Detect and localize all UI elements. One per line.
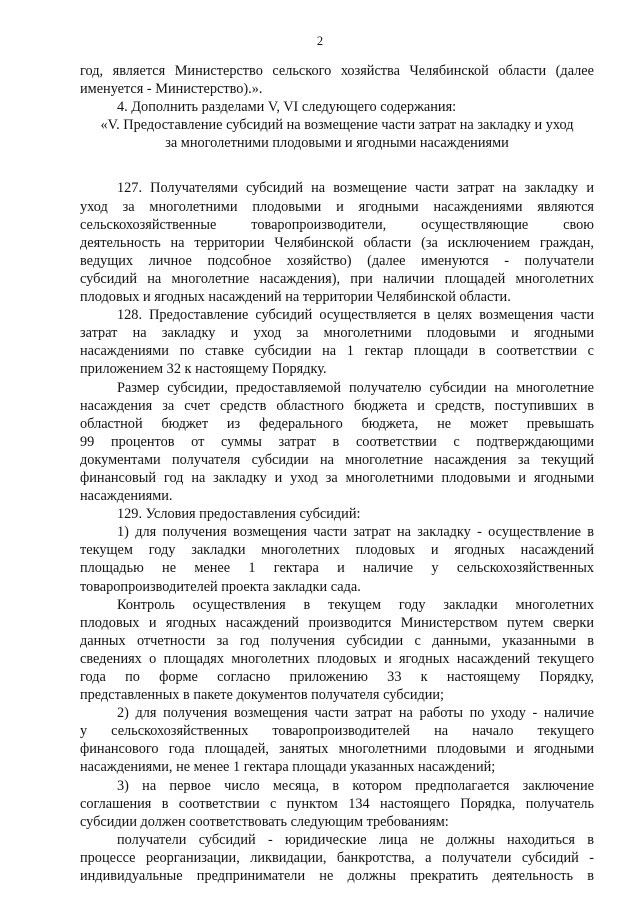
text-line: насаждениями.: [80, 488, 173, 505]
text-line: приложением 32 к настоящему Порядку.: [80, 361, 327, 378]
text-line: насаждениями по ставке субсидии на 1 гектар площади в соответствии с: [80, 343, 594, 360]
section-heading-line: «V. Предоставление субсидий на возмещение части затрат на закладку и уход: [100, 117, 574, 134]
text-line: соглашения в соответствии с пунктом 134 настоящего Порядка, получатель: [80, 795, 594, 812]
text-line: 3) на первое число месяца, в котором предполагается заключение: [117, 777, 594, 794]
text-line: субсидии должен соответствовать следующим требованиям:: [80, 813, 449, 830]
text-line: данных отчетности за год получения субсидии с данными, указанными в: [80, 632, 594, 649]
text-line: получатели субсидий - юридические лица не должны находиться в: [117, 831, 594, 848]
text-line: индивидуальные предприниматели не должны прекратить деятельность в: [80, 868, 594, 885]
text-line: сведениях о площадях многолетних плодовых и ягодных насаждений текущего: [80, 650, 594, 667]
text-line: у сельскохозяйственных товаропроизводителей на начало текущего: [80, 723, 594, 740]
section-heading-line: за многолетними плодовыми и ягодными насаждениями: [165, 135, 509, 152]
text-line: площадью не менее 1 гектара и наличие у сельскохозяйственных: [80, 560, 594, 577]
page-number: 2: [316, 34, 324, 48]
text-line: Контроль осуществления в текущем году закладки многолетних: [117, 596, 594, 613]
text-line: финансового года площадей, занятых многолетними плодовыми и ягодными: [80, 741, 594, 758]
text-line: 1) для получения возмещения части затрат на закладку - осуществление в: [117, 524, 594, 541]
text-line: уход за многолетними плодовыми и ягодными насаждениями являются: [80, 198, 594, 215]
text-line: 127. Получателями субсидий на возмещение части затрат на закладку и: [117, 180, 594, 197]
text-line: 129. Условия предоставления субсидий:: [117, 506, 361, 523]
document-body: [80, 62, 594, 885]
text-line: представленных в пакете документов получателя субсидии;: [80, 687, 445, 704]
text-line: документами получателя субсидии на многолетние насаждения за текущий: [80, 451, 594, 468]
text-line: 99 процентов от суммы затрат в соответствии с подтверждающими: [80, 433, 594, 450]
text-line: год, является Министерство сельского хозяйства Челябинской области (далее: [80, 63, 594, 79]
text-line: деятельность на территории Челябинской области (за исключением граждан,: [80, 234, 594, 251]
text-line: процессе реорганизации, ликвидации, банкротства, а получатели субсидий -: [80, 849, 594, 866]
text-line: сельскохозяйственные товаропроизводители, осуществляющие свою: [80, 216, 594, 233]
text-line: года по форме согласно приложению 33 к настоящему Порядку,: [80, 669, 594, 685]
text-line: областной бюджет из федерального бюджета, не может превышать: [80, 415, 594, 432]
text-line: плодовых и ягодных насаждений производится Министерством путем сверки: [80, 614, 594, 631]
text-line: затрат на закладку и уход за многолетними плодовыми и ягодными: [80, 325, 594, 342]
text-line: финансовый год на закладку и уход за многолетними плодовыми и ягодными: [80, 469, 594, 486]
text-line: 128. Предоставление субсидий осуществляется в целях возмещения части: [117, 307, 594, 324]
text-line: Размер субсидии, предоставляемой получателю субсидии на многолетние: [117, 379, 594, 396]
text-line: насаждения за счет средств областного бюджета и средств, поступивших в: [80, 397, 594, 414]
text-line: субсидий на многолетние насаждения), при наличии площадей многолетних: [80, 270, 594, 287]
text-line: текущем году закладки многолетних плодовых и ягодных насаждений: [80, 542, 594, 559]
text-line: 4. Дополнить разделами V, VI следующего содержания:: [117, 99, 457, 116]
text-line: именуется - Министерство).».: [80, 81, 263, 98]
text-line: плодовых и ягодных насаждений на территории Челябинской области.: [80, 289, 511, 306]
text-line: насаждениями, не менее 1 гектара площади указанных насаждений;: [80, 759, 496, 776]
paragraph-spacer: [80, 152, 594, 179]
text-line: 2) для получения возмещения части затрат на работы по уходу - наличие: [117, 705, 594, 722]
text-line: ведущих личное подсобное хозяйство) (далее именуются - получатели: [80, 252, 594, 269]
text-line: товаропроизводителей проекта закладки сада.: [80, 578, 361, 595]
